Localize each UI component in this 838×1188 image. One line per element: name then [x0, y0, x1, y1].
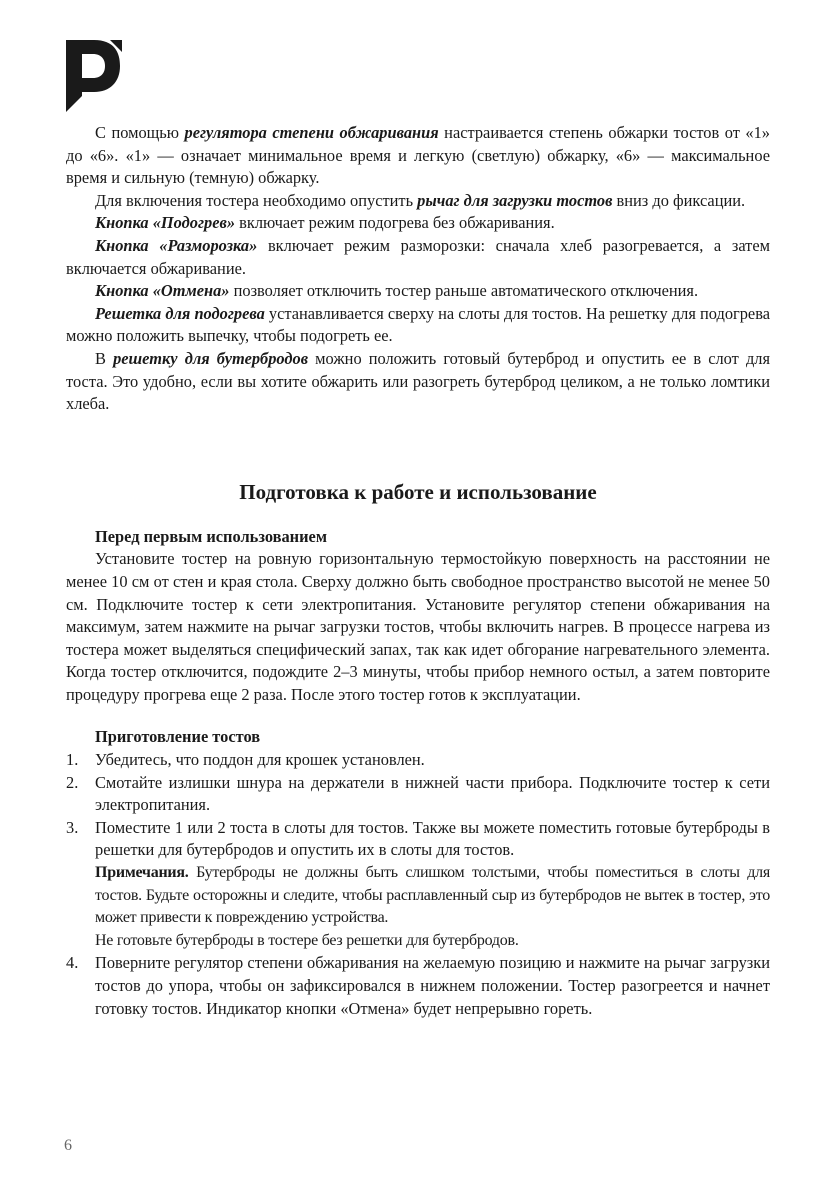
- step-text: Убедитесь, что поддон для крошек установлен.: [95, 750, 425, 770]
- step-number: 3.: [66, 817, 79, 837]
- list-item: [66, 952, 770, 1020]
- step-note: [95, 862, 770, 930]
- paragraph-lever: Для включения тостера необходимо опустить рычаг для загрузки тостов вниз до фиксации.: [95, 190, 746, 210]
- paragraph-browning-control: С помощью регулятора степени обжаривания настраивается степень обжарки тостов от «1» до «6». «1» — означает минимальное время и легкую (светлую) обжарку, «6» — максимальное время и сильную (темную) обжарку.: [66, 123, 770, 188]
- step-text: Поверните регулятор степени обжаривания на желаемую позицию и нажмите на рычаг загрузки тостов до упора, чтобы он зафиксировался в нижнем положении. Тостер разогреется и начнет готовку тостов. Индикатор кнопки «Отмена» будет непрерывно гореть.: [95, 953, 770, 1018]
- step-note-extra: Не готовьте бутерброды в тостере без решетки для бутербродов.: [95, 931, 519, 949]
- step-number: 1.: [66, 750, 79, 770]
- page-content: [66, 122, 770, 1020]
- step-number: 4.: [66, 953, 79, 973]
- first-use-text: Установите тостер на ровную горизонтальную термостойкую поверхность на расстоянии не менее 10 см от стен и края стола. Сверху должно быть свободное пространство высотой не менее 50 см. Подключите тостер к сети электропитания. Установите регулятор степени обжаривания на максимум, затем нажмите на рычаг загрузки тостов, чтобы включить нагрев. В процессе нагрева из тостера может выделяться специфический запах, так как идет обгорание нагревательного элемента. Когда тостер отключится, подождите 2–3 минуты, чтобы прибор немного остыл, а затем повторите процедуру прогрева еще 2 раза. После этого тостер готов к эксплуатации.: [66, 549, 770, 704]
- page-number: 6: [64, 1137, 72, 1154]
- list-item: [66, 772, 770, 817]
- list-item: [66, 749, 770, 772]
- paragraph-defrost-button: Кнопка «Разморозка» включает режим разморозки: сначала хлеб разогревается, а затем включается обжаривание.: [66, 235, 770, 278]
- paragraph-sandwich-rack: В решетку для бутербродов можно положить готовый бутерброд и опустить ее в слот для тоста. Это удобно, если вы хотите обжарить или разогреть бутерброд целиком, а не только ломтики хлеба.: [66, 348, 771, 414]
- paragraph-warming-rack: Решетка для подогрева устанавливается сверху на слоты для тостов. На решетку для подогрева можно положить выпечку, чтобы подогреть ее.: [66, 303, 771, 346]
- toasting-heading: Приготовление тостов: [95, 727, 261, 747]
- note-text: Бутерброды не должны быть слишком толстыми, чтобы поместиться в слоты для тостов. Будьте осторожны и следите, чтобы расплавленный сыр из бутербродов не вытек в тостер, это может привести к повреждению устройства.: [95, 864, 770, 927]
- first-use-heading: Перед первым использованием: [95, 526, 327, 546]
- brand-p-logo-icon: [64, 36, 124, 114]
- note-label: Примечания.: [95, 864, 189, 882]
- step-text: Смотайте излишки шнура на держатели в нижней части прибора. Подключите тостер к сети электропитания.: [95, 772, 770, 815]
- section-title: Подготовка к работе и использование: [239, 479, 597, 504]
- toasting-steps-list: [66, 749, 770, 1020]
- paragraph-cancel-button: Кнопка «Отмена» позволяет отключить тостер раньше автоматического отключения.: [95, 281, 699, 301]
- paragraph-reheat-button: Кнопка «Подогрев» включает режим подогрева без обжаривания.: [95, 213, 555, 233]
- list-item: [66, 817, 770, 953]
- step-text: Поместите 1 или 2 тоста в слоты для тостов. Также вы можете поместить готовые бутерброды в решетки для бутербродов и опустить их в слоты для тостов.: [95, 817, 770, 860]
- step-number: 2.: [66, 772, 79, 792]
